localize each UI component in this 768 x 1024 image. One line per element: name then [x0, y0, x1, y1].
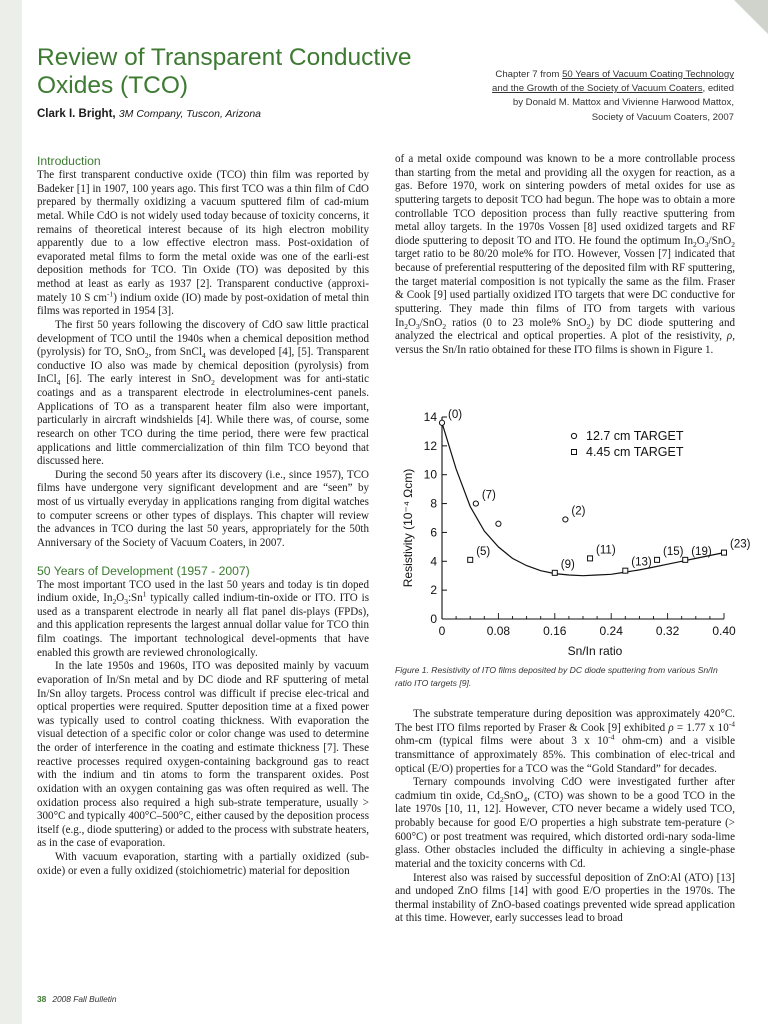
- author-line: [37, 108, 261, 120]
- data-point-square: [683, 557, 688, 562]
- book-title-link-b[interactable]: and the Growth of the Society of Vacuum Coaters: [492, 83, 703, 95]
- data-point-square: [623, 568, 628, 573]
- x-tick-label: 0.32: [655, 624, 680, 638]
- book-title-link-a[interactable]: 50 Years of Vacuum Coating Technology: [562, 69, 734, 80]
- y-axis-title: Resistivity (10⁻⁴ Ωcm): [401, 468, 415, 588]
- y-tick-label: 0: [430, 612, 437, 626]
- data-label: (19): [691, 545, 712, 558]
- data-label: (13): [631, 556, 652, 569]
- data-label: (15): [663, 545, 684, 558]
- x-axis-title: Sn/In ratio: [567, 644, 623, 658]
- data-label: (7): [481, 489, 496, 502]
- legend-marker-circle: [571, 433, 576, 438]
- issue-name: 2008 Fall Bulletin: [52, 994, 117, 1004]
- chapter-note-suffix: , edited: [702, 83, 734, 95]
- figure-caption: Figure 1. Resistivity of ITO films deposited by DC diode sputtering from various Sn/In ratio ITO targets [9].: [395, 665, 718, 688]
- x-tick-label: 0.40: [712, 624, 736, 638]
- intro-heading: Introduction: [37, 154, 101, 168]
- data-point-square: [655, 557, 660, 562]
- data-label: (5): [476, 545, 491, 558]
- x-tick-label: 0.24: [599, 624, 623, 638]
- x-tick-label: 0: [438, 624, 446, 638]
- development-paragraph-2: In the late 1950s and 1960s, ITO was deposited mainly by vacuum evaporation of In/Sn metal and by DC diode and RF sputtering of metal In/Sn alloy targets. Process control was difficult if precise elec-trical and optical properties were required. Sputter deposition time at a fixed power was typically used to control coating thickness. With evaporation the visual detection of a specific color or color change was used to determine the order of interference in the coating and estimate thickness [7]. These reactive processes required oxygen-containing background gas to react with the indium and tin atoms to form the transparent oxides. Post oxidation with an oxygen containing gas was often required as well. The oxidation process also required a high sub-strate temperature, usually > 300°C and typically 400°C–500°C, either caused by the deposition process itself (e.g., diode sputtering) or added to the process with substrate heaters, as in the case of evaporation.: [37, 660, 369, 850]
- right-paragraph-2: The substrate temperature during deposition was approximately 420°C. The best ITO films reported by Fraser & Cook [9] exhibited ρ = 1.77 x $10^{-4}$ ohm-cm (typical films were about 3 x $10^{-4}$ ohm-cm) and a visible transmittance of approximately 85%. This combination of elec-trical and optical (E/O) properties for a TCO was the “Gold Standard” for decades.: [395, 708, 735, 775]
- y-tick-label: 6: [430, 525, 437, 540]
- data-point-circle: [496, 521, 501, 526]
- data-point-square: [588, 556, 593, 561]
- legend-label: 12.7 cm TARGET: [586, 429, 684, 443]
- chapter-note: [434, 68, 734, 125]
- chapter-note-prefix: Chapter 7 from: [495, 69, 563, 80]
- right-paragraph-1: of a metal oxide compound was known to be a more controllable process than starting from the metal and providing all the oxygen for reaction, as a gas. Before 1970, work on sintering powders of metal oxides for use as sputtering targets to deposit TCO had begun. The hope was to obtain a more controllable TCO deposition process than fully reactive sputtering from metal alloy targets. In the 1970s Vossen [8] used oxidized targets and RF diode sputtering to deposit TO and ITO. He found the optimum $In_2O_3/SnO_2$ target ratio to be 80/20 mole% for ITO. However, Vossen [7] indicated that because of preferential resputtering of the deposited film with RF sputtering, the target material composition is not typically the same as the film. Fraser & Cook [9] used partially oxidized ITO targets that were DC conductive for sputtering. They made thin films of ITO from targets with various $In_2O_3/SnO_2$ ratios (0 to 23 mole% SnO$_2$) by DC diode sputtering and analyzed the electrical and optical properties. A plot of the resistivity, ρ, versus the Sn/In ratio obtained for these ITO films is shown in Figure 1.: [395, 153, 736, 356]
- data-point-circle: [563, 517, 568, 522]
- y-tick-label: 8: [430, 496, 437, 511]
- x-tick-label: 0.08: [486, 624, 511, 638]
- chapter-note-editors: by Donald M. Mattox and Vivienne Harwood Mattox,: [512, 97, 734, 109]
- right-paragraph-4: Interest also was raised by successful deposition of ZnO:Al (ATO) [13] and undoped ZnO films [14] with good E/O properties in the 1970s. The thermal instability of ZnO-based coatings prevented wide spread application at this time. However, early successes lead to broad: [395, 871, 735, 925]
- x-tick-label: 0.16: [543, 624, 567, 638]
- right-paragraph-3: Ternary compounds involving CdO were investigated further after cadmium tin oxide, $Cd_2SnO_4$, (CTO) was shown to be a good TCO in the late 1970s [10, 11, 12]. However, CTO never became a widely used TCO, probably because for good E/O properties a high substrate tem-perature (> 600°C) or post treatment was required, which distorted ordi-nary soda-lime glass. Other obstacles included the difficulty in achieving a single-phase material and the toxicity concerns with Cd.: [395, 776, 735, 870]
- data-label: (0): [448, 408, 463, 421]
- y-tick-label: 14: [423, 410, 437, 424]
- development-paragraph-1: The most important TCO used in the last 50 years and today is tin doped indium oxide, $In_2O_3:Sn^1$ typically called indium-tin-oxide or ITO. ITO is used as a transparent electrode in nearly all flat panel dis-plays (FPDs), and this application represents the largest annual dollar value for TCO thin film coatings. The important technological devel-opments that have enabled this growth are reviewed chronologically.: [37, 578, 369, 659]
- development-paragraph-3: With vacuum evaporation, starting with a partially oxidized (sub-oxide) or even a fully oxidized (stoichiometric) material for deposition: [37, 851, 369, 877]
- page-number: 38: [37, 994, 47, 1004]
- page-footer: [37, 994, 117, 1004]
- right-column-top: [395, 153, 735, 357]
- chapter-note-publisher: Society of Vacuum Coaters, 2007: [591, 111, 734, 123]
- y-tick-label: 12: [423, 438, 437, 453]
- y-tick-label: 4: [430, 554, 437, 569]
- data-label: (9): [560, 558, 575, 571]
- right-column-bottom: [395, 708, 735, 926]
- legend-label: 4.45 cm TARGET: [586, 445, 684, 459]
- y-tick-label: 2: [430, 583, 437, 598]
- author-affiliation: 3M Company, Tuscon, Arizona: [118, 108, 262, 120]
- page-edge-strip: [0, 0, 22, 1024]
- legend-marker-square: [572, 450, 577, 455]
- resistivity-chart: [394, 405, 751, 660]
- development-heading: 50 Years of Development (1957 - 2007): [37, 563, 250, 578]
- data-point-square: [468, 557, 473, 562]
- data-point-circle: [473, 501, 478, 506]
- data-label: (2): [571, 505, 586, 518]
- data-point-square: [722, 550, 727, 555]
- data-label: (11): [596, 544, 616, 557]
- intro-paragraph-3: During the second 50 years after its discovery (i.e., since 1957), TCO films have undergone very significant development and are “seen” by most of us virtually everyday in applications ranging from digital watches to computer screens or other types of displays. This chapter will review the advances in TCO during the last 50 years, appropriately for the 50th Anniversary of the Society of Vacuum Coaters, in 2007.: [37, 468, 369, 549]
- left-column: [37, 153, 369, 878]
- intro-paragraph-2: The first 50 years following the discovery of CdO saw little practical development of TCO until the 1940s when a chemical deposition method (pyrolysis) for TO, SnO$_2$, from SnCl$_4$ was developed [4], [5]. Transparent conductive IO also was made by chemical deposition (pyrolysis) from InCl$_4$ [6]. The early interest in SnO$_2$ development was for anti-static coatings and as a transparent electrode in electrolumines-cent panels. Applications of TO as a transparent heater film also were important, particularly in aircraft windshields [4]. While there was, of course, some research on other TCO during the time period, there were few practical applications and little commercialization of thin film TCO beyond that discussed here.: [37, 318, 369, 468]
- y-tick-label: 10: [423, 467, 437, 482]
- article-title: Review of Transparent Conductive Oxides (TCO): [37, 44, 412, 99]
- page-corner-decoration: [734, 0, 768, 34]
- data-point-square: [552, 570, 557, 575]
- data-point-circle: [439, 420, 444, 425]
- intro-paragraph-1: The first transparent conductive oxide (TCO) thin film was reported by Badeker [1] in 1907, 100 years ago. This first TCO was a thin film of CdO prepared by thermally oxidizing a vacuum sputtered film of cad-mium metal. While CdO is not widely used today because of toxicity concerns, it remains of theoretical interest because of its high electron mobility apparently due to a low effective electron mass. Post-oxidation of evaporated metal films to form the metal oxide was one of the earli-est deposition methods for TCO. Tin Oxide (TO) was deposited by this method at least as early as 1937 [2]. Transparent conductive (approxi-mately 10 S $cm^{-1}$) indium oxide (IO) made by post-oxidation of metal thin films was reported in 1954 [3].: [37, 169, 369, 318]
- data-label: (23): [730, 538, 751, 551]
- author-name: Clark I. Bright,: [37, 108, 116, 120]
